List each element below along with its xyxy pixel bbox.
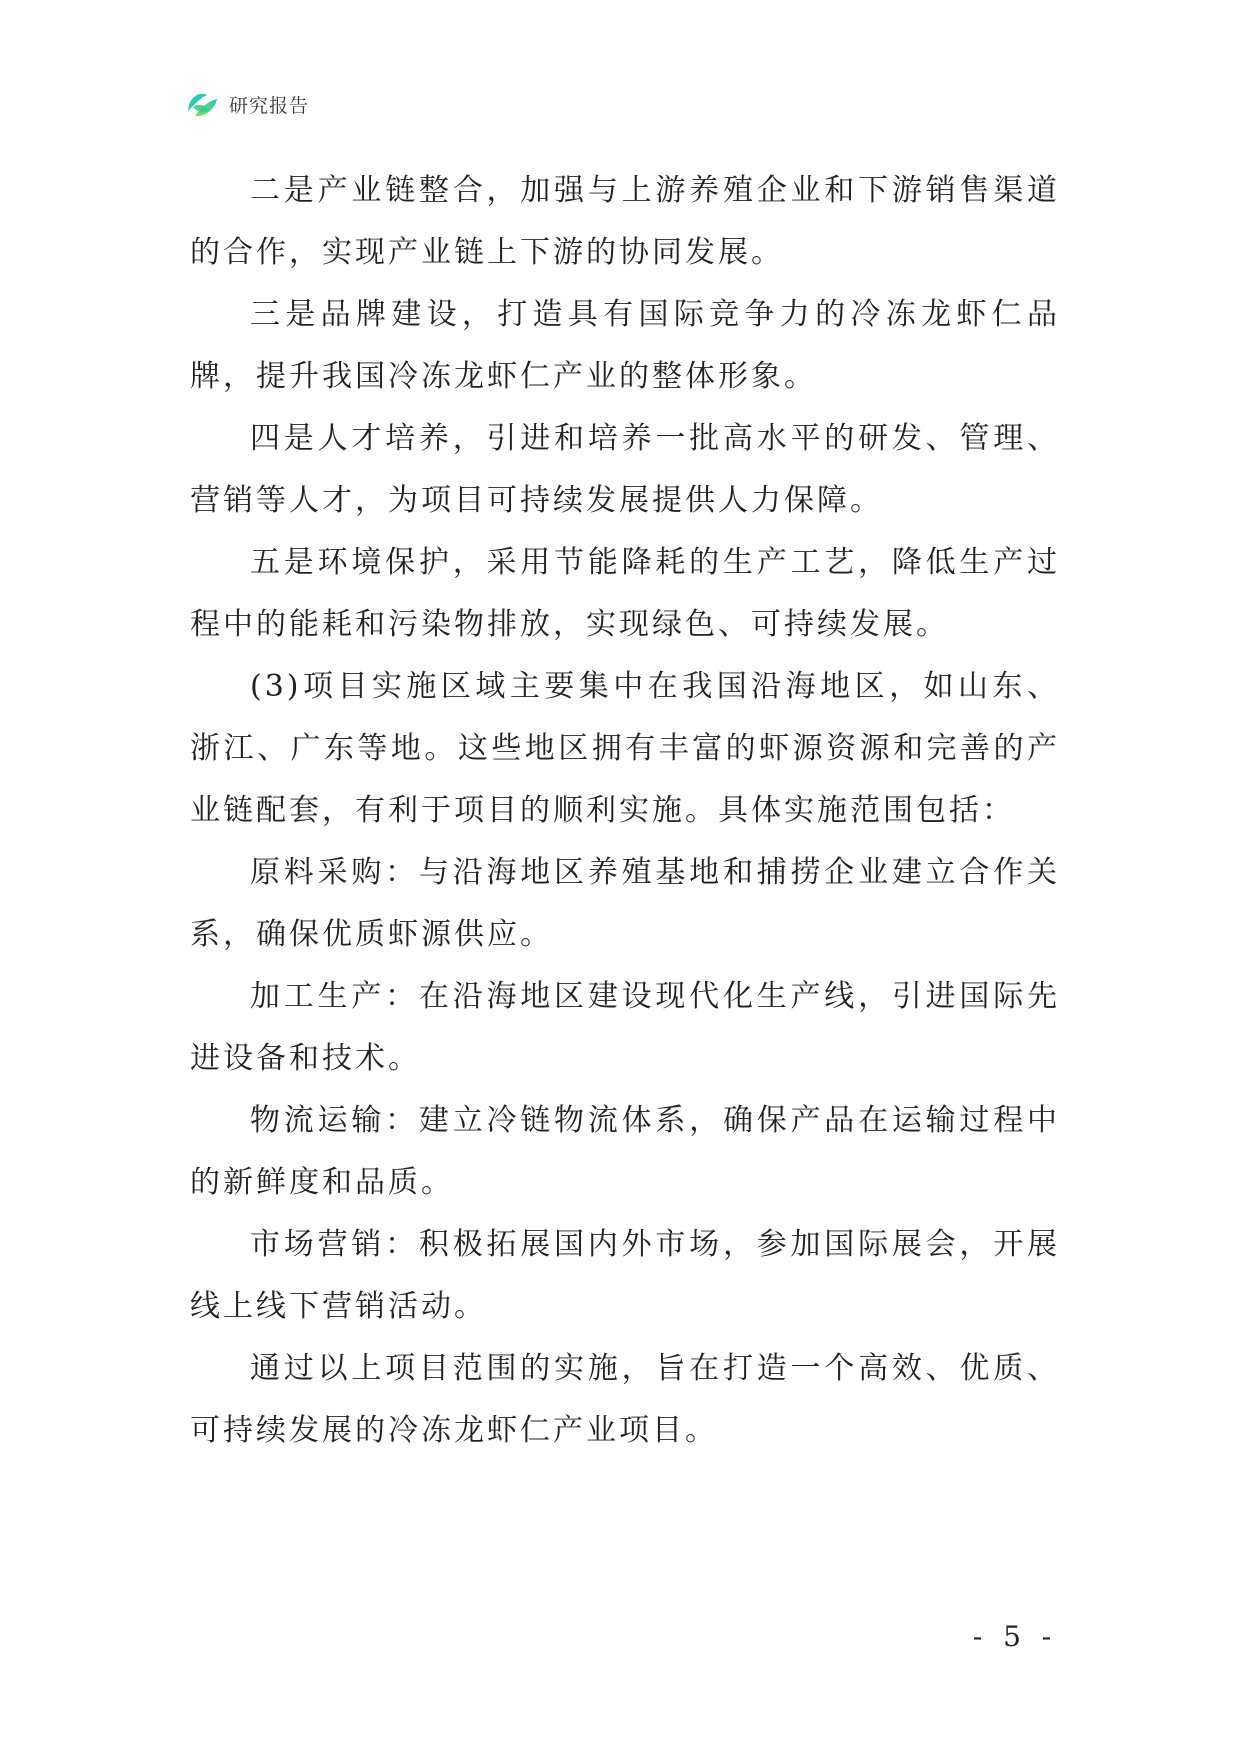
paragraph: 物流运输：建立冷链物流体系，确保产品在运输过程中的新鲜度和品质。: [190, 1103, 1060, 1200]
paragraph: 通过以上项目范围的实施，旨在打造一个高效、优质、可持续发展的冷冻龙虾仁产业项目。: [190, 1351, 1060, 1448]
gradient-leaf-logo-icon: [185, 87, 219, 121]
paragraph: 五是环境保护，采用节能降耗的生产工艺，降低生产过程中的能耗和污染物排放，实现绿色、可持续发展。: [190, 545, 1060, 642]
page-header: [185, 86, 309, 122]
paragraph: (3)项目实施区域主要集中在我国沿海地区，如山东、浙江、广东等地。这些地区拥有丰富的虾源资源和完善的产业链配套，有利于项目的顺利实施。具体实施范围包括：: [190, 669, 1060, 828]
paragraph: 二是产业链整合，加强与上游养殖企业和下游销售渠道的合作，实现产业链上下游的协同发展。: [190, 173, 1060, 270]
page-number: - 5 -: [972, 1620, 1058, 1653]
paragraph: 市场营销：积极拓展国内外市场，参加国际展会，开展线上线下营销活动。: [190, 1227, 1060, 1324]
paragraph: 加工生产：在沿海地区建设现代化生产线，引进国际先进设备和技术。: [190, 979, 1060, 1076]
document-body: [190, 160, 1060, 1462]
header-title: 研究报告: [229, 94, 310, 117]
paragraph: 原料采购：与沿海地区养殖基地和捕捞企业建立合作关系，确保优质虾源供应。: [190, 855, 1060, 952]
paragraph: 三是品牌建设，打造具有国际竞争力的冷冻龙虾仁品牌，提升我国冷冻龙虾仁产业的整体形象。: [190, 297, 1060, 394]
paragraph: 四是人才培养，引进和培养一批高水平的研发、管理、营销等人才，为项目可持续发展提供人力保障。: [190, 421, 1060, 518]
